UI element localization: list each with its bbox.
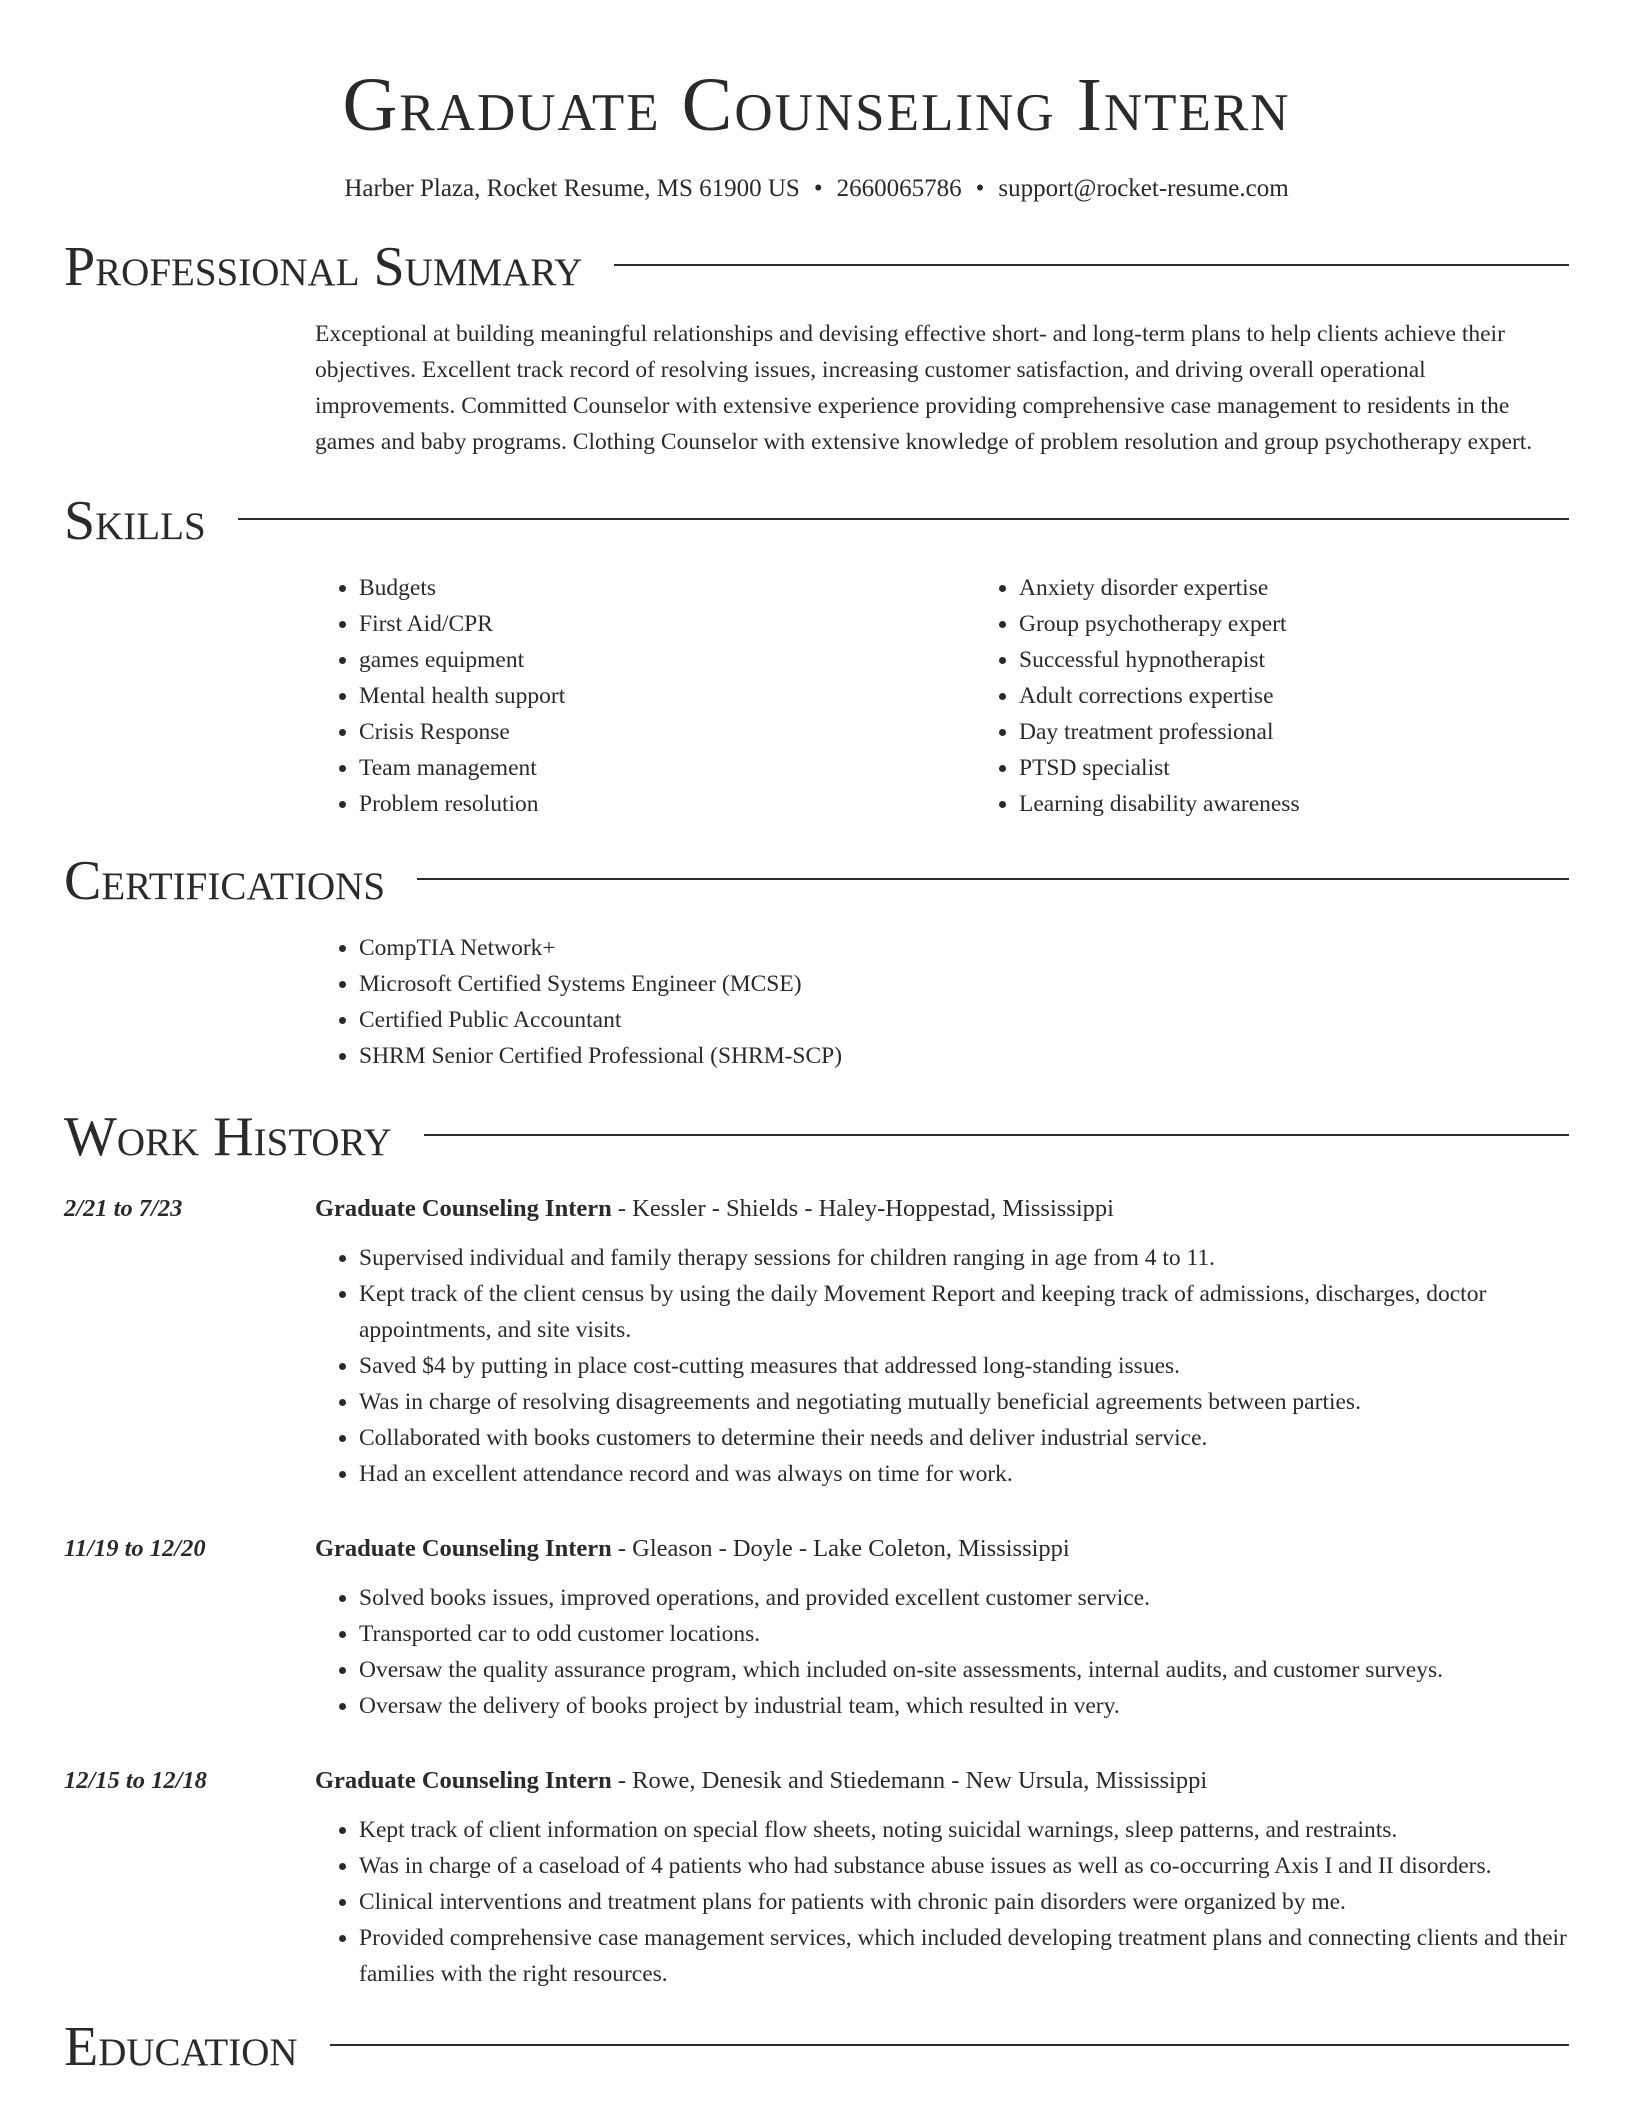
certification-item: • Microsoft Certified Systems Engineer (MCSE) xyxy=(359,966,1569,1002)
job-dates: 12/15 to 12/18 xyxy=(64,1767,207,1794)
contact-separator: • xyxy=(813,175,823,202)
skill-item: • Budgets xyxy=(359,570,975,606)
skill-item: • Problem resolution xyxy=(359,786,975,822)
job-bullet: • Collaborated with books customers to determine their needs and deliver industrial service. xyxy=(359,1420,1569,1456)
skill-item: • Anxiety disorder expertise xyxy=(1019,570,1300,606)
skill-item: • Successful hypnotherapist xyxy=(1019,642,1300,678)
job-bullet: • Clinical interventions and treatment plans for patients with chronic pain disorders were organized by me. xyxy=(359,1884,1569,1920)
skill-item: • PTSD specialist xyxy=(1019,750,1300,786)
summary-section-header xyxy=(64,234,1569,300)
certification-item: • CompTIA Network+ xyxy=(359,930,1569,966)
certification-item: • SHRM Senior Certified Professional (SHRM-SCP) xyxy=(359,1038,1569,1074)
job-bullet: • Oversaw the quality assurance program, which included on-site assessments, internal audits, and customer surveys. xyxy=(359,1652,1569,1688)
certifications-title: Certifications xyxy=(64,850,386,912)
section-divider xyxy=(417,878,1569,880)
job-bullet: • Supervised individual and family therapy sessions for children ranging in age from 4 to 11. xyxy=(359,1240,1569,1276)
resume-page xyxy=(64,0,1569,2080)
job-bullet: • Saved $4 by putting in place cost-cutting measures that addressed long-standing issues. xyxy=(359,1348,1569,1384)
job-bullet: • Kept track of client information on special flow sheets, noting suicidal warnings, sleep patterns, and restraints. xyxy=(359,1812,1569,1848)
work-history-title: Work History xyxy=(64,1106,392,1168)
job-heading xyxy=(315,1532,1070,1566)
job-bullets xyxy=(315,1240,1569,1492)
skills-list xyxy=(315,570,1569,822)
education-section-header xyxy=(64,2014,1569,2080)
job-employer: - Rowe, Denesik and Stiedemann - New Ursula, Mississippi xyxy=(611,1767,1208,1794)
candidate-name: Graduate Counseling Intern xyxy=(342,63,1291,147)
skills-title: Skills xyxy=(64,490,206,552)
skill-item: • Crisis Response xyxy=(359,714,975,750)
job-entry xyxy=(64,1192,1569,1492)
job-dates: 11/19 to 12/20 xyxy=(64,1535,206,1562)
job-entry xyxy=(64,1532,1569,1724)
contact-line xyxy=(64,174,1569,204)
section-divider xyxy=(424,1134,1569,1136)
job-dates: 2/21 to 7/23 xyxy=(64,1195,183,1222)
section-divider xyxy=(330,2044,1569,2046)
job-heading xyxy=(315,1764,1207,1798)
section-divider xyxy=(614,264,1569,266)
skills-column-left xyxy=(315,570,975,822)
job-header xyxy=(64,1764,1569,1798)
skills-column-right xyxy=(975,570,1300,822)
job-bullet: • Provided comprehensive case management services, which included developing treatment plans and connecting clients and their families with the right resources. xyxy=(359,1920,1569,1992)
certification-item: • Certified Public Accountant xyxy=(359,1002,1569,1038)
skill-item: • Adult corrections expertise xyxy=(1019,678,1300,714)
certifications-list xyxy=(315,930,1569,1074)
certifications-section-header xyxy=(64,848,1569,914)
skill-item: • Team management xyxy=(359,750,975,786)
contact-phone: 2660065786 xyxy=(836,175,962,202)
job-employer: - Kessler - Shields - Haley-Hoppestad, Mississippi xyxy=(611,1195,1114,1222)
skill-item: • First Aid/CPR xyxy=(359,606,975,642)
summary-text: Exceptional at building meaningful relationships and devising effective short- and long-term plans to help clients achieve their objectives. Excellent track record of resolving issues, increasing customer satisfaction, and driving overall operational improvements. Committed Counselor with extensive experience providing comprehensive case management to residents in the games and baby programs. Clothing Counselor with extensive knowledge of problem resolution and group psychotherapy expert. xyxy=(315,321,1533,455)
contact-address: Harber Plaza, Rocket Resume, MS 61900 US xyxy=(344,175,800,202)
contact-email[interactable]: support@rocket-resume.com xyxy=(998,175,1289,202)
job-bullet: • Solved books issues, improved operations, and provided excellent customer service. xyxy=(359,1580,1569,1616)
job-header xyxy=(64,1532,1569,1566)
job-entry xyxy=(64,1764,1569,1992)
skill-item: • Learning disability awareness xyxy=(1019,786,1300,822)
job-bullet: • Kept track of the client census by using the daily Movement Report and keeping track of admissions, discharges, doctor appointments, and site visits. xyxy=(359,1276,1569,1348)
job-header xyxy=(64,1192,1569,1226)
skill-item: • Mental health support xyxy=(359,678,975,714)
contact-separator: • xyxy=(975,175,985,202)
education-title: Education xyxy=(64,2016,298,2078)
job-bullet: • Had an excellent attendance record and was always on time for work. xyxy=(359,1456,1569,1492)
job-bullets xyxy=(315,1812,1569,1992)
skills-section-header xyxy=(64,488,1569,554)
job-bullet: • Was in charge of a caseload of 4 patients who had substance abuse issues as well as co-occurring Axis I and II disorders. xyxy=(359,1848,1569,1884)
work-history-section-header xyxy=(64,1104,1569,1170)
job-title: Graduate Counseling Intern xyxy=(315,1195,612,1222)
skill-item: • Day treatment professional xyxy=(1019,714,1300,750)
job-bullet: • Oversaw the delivery of books project by industrial team, which resulted in very. xyxy=(359,1688,1569,1724)
job-title: Graduate Counseling Intern xyxy=(315,1767,612,1794)
summary-title: Professional Summary xyxy=(64,236,583,298)
job-bullet: • Was in charge of resolving disagreements and negotiating mutually beneficial agreements between parties. xyxy=(359,1384,1569,1420)
job-bullet: • Transported car to odd customer locations. xyxy=(359,1616,1569,1652)
job-bullets xyxy=(315,1580,1569,1724)
job-employer: - Gleason - Doyle - Lake Coleton, Mississippi xyxy=(611,1535,1070,1562)
job-heading xyxy=(315,1192,1114,1226)
section-divider xyxy=(238,518,1569,520)
skill-item: • Group psychotherapy expert xyxy=(1019,606,1300,642)
job-title: Graduate Counseling Intern xyxy=(315,1535,612,1562)
skill-item: • games equipment xyxy=(359,642,975,678)
